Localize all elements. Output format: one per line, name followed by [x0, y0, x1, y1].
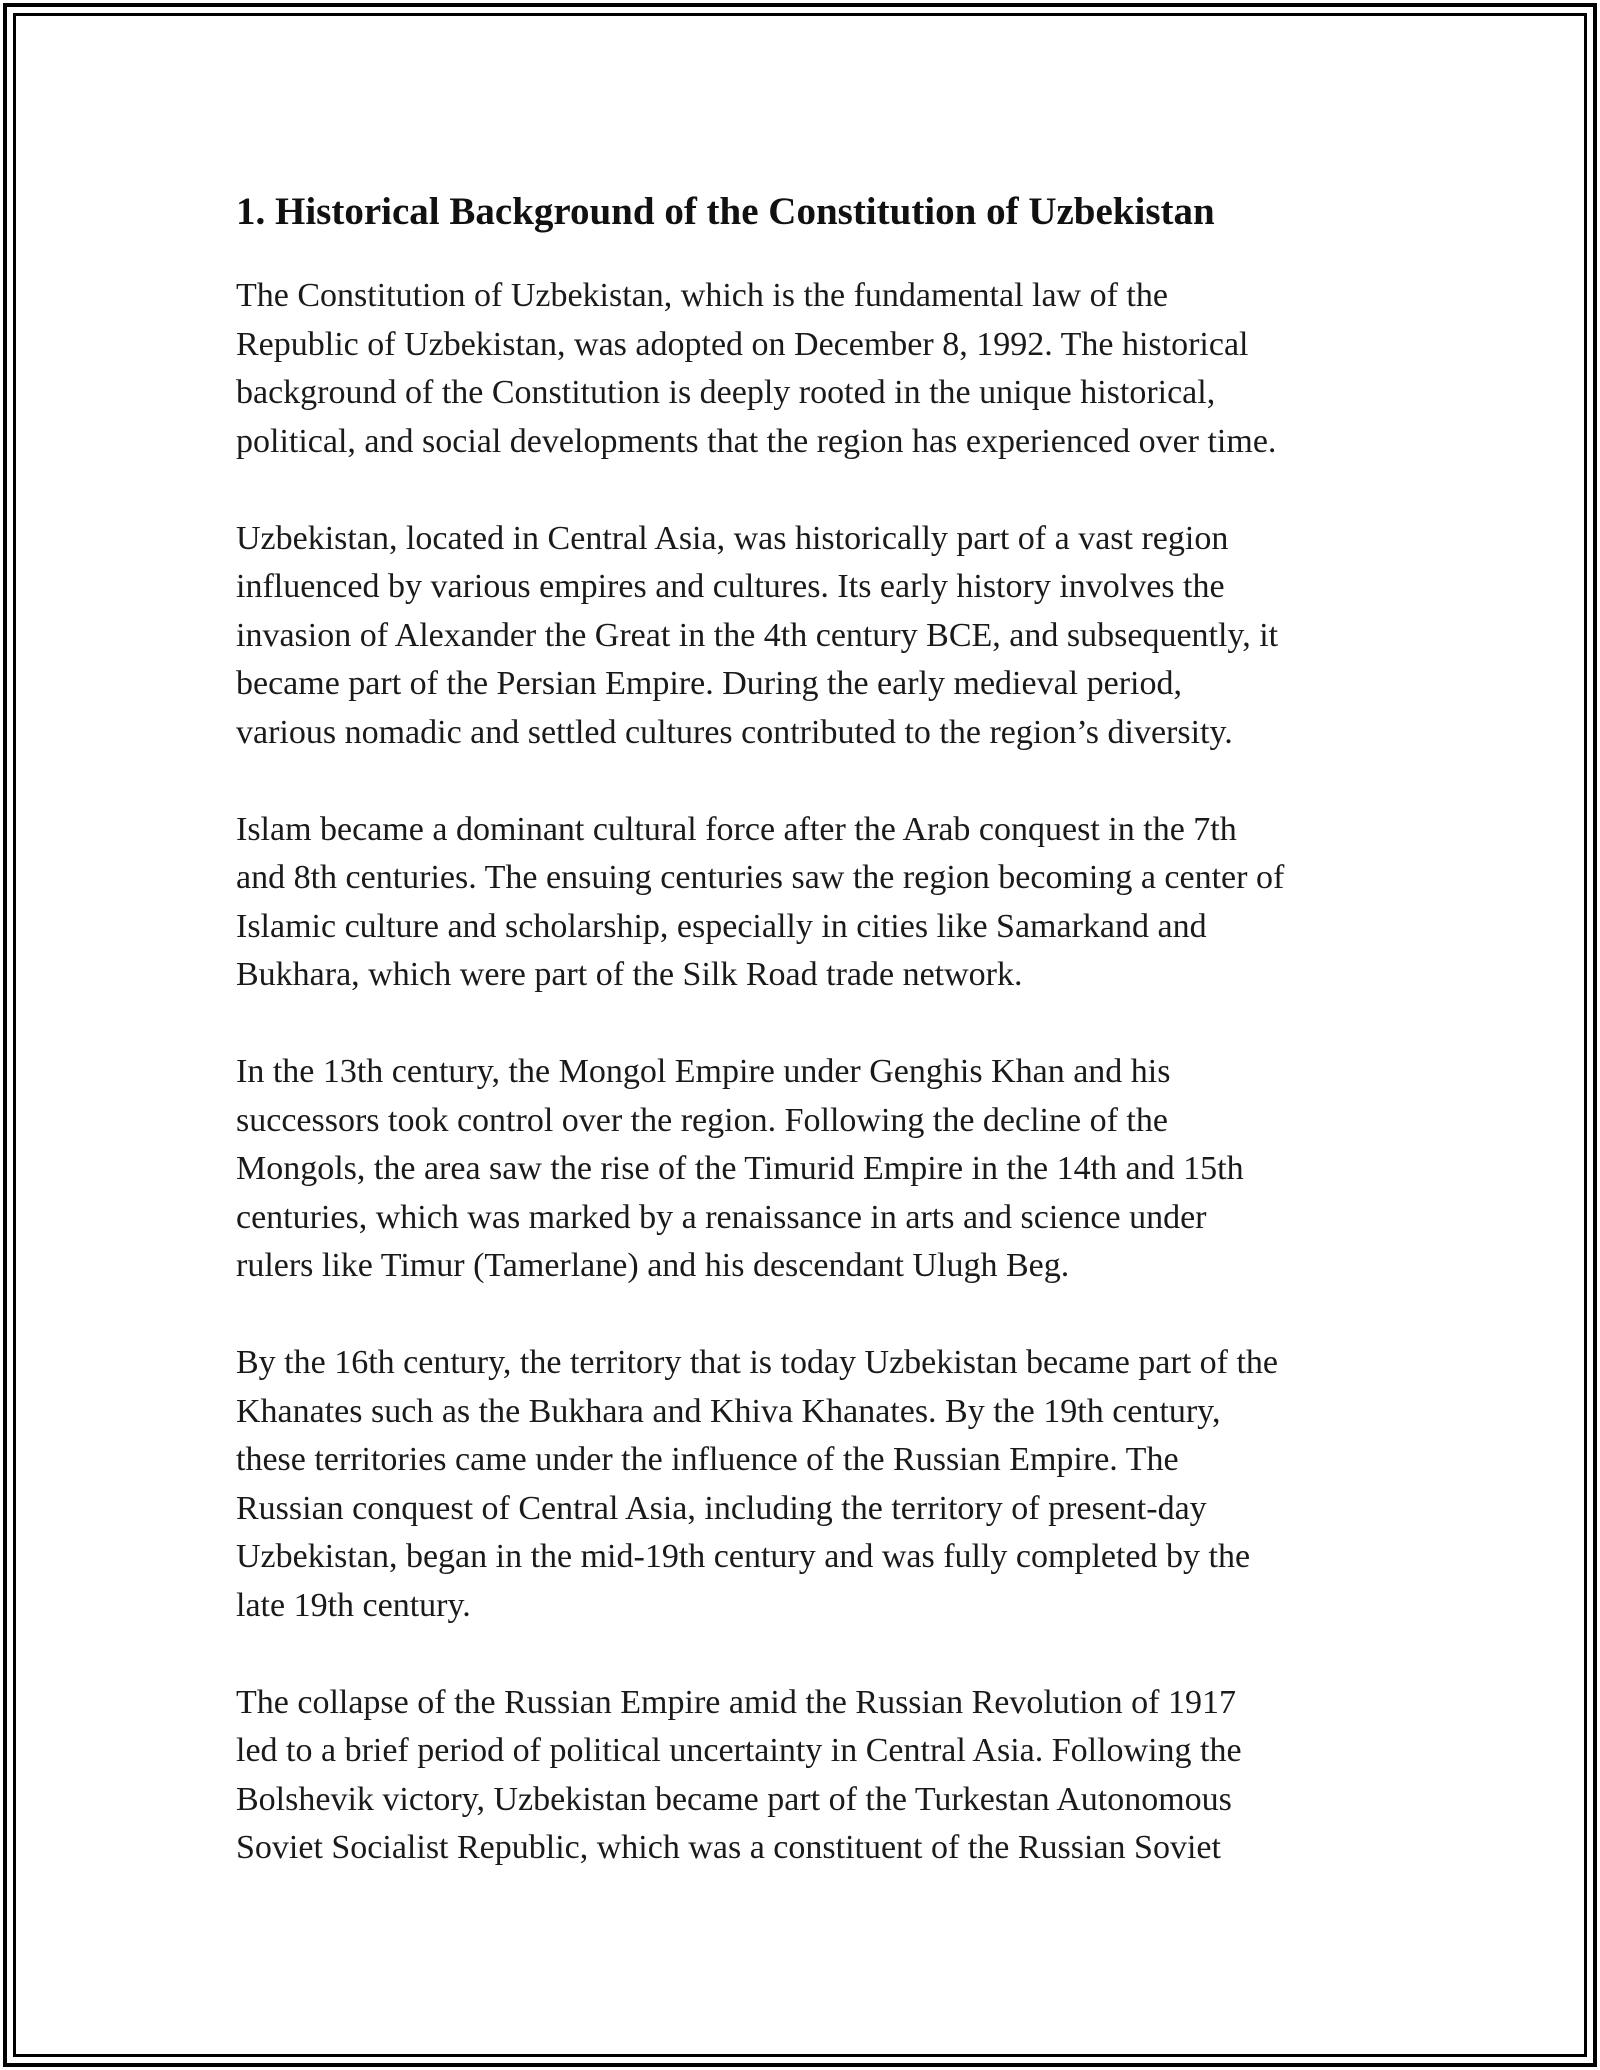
text-line: Bolshevik victory, Uzbekistan became part of the Turkestan Autonomous [236, 1780, 1232, 1818]
section-heading: 1. Historical Background of the Constitution of Uzbekistan [236, 190, 1215, 233]
text-line: Mongols, the area saw the rise of the Timurid Empire in the 14th and 15th [236, 1150, 1244, 1187]
text-line: background of the Constitution is deeply rooted in the unique historical, [236, 374, 1216, 411]
text-line: centuries, which was marked by a renaissance in arts and science under [236, 1198, 1207, 1236]
text-line: Uzbekistan, located in Central Asia, was historically part of a vast region [236, 519, 1229, 557]
text-line: Islamic culture and scholarship, especially in cities like Samarkand and [236, 907, 1207, 945]
text-line: Soviet Socialist Republic, which was a constituent of the Russian Soviet [236, 1829, 1221, 1866]
text-line: led to a brief period of political uncertainty in Central Asia. Following the [236, 1732, 1242, 1769]
text-line: Russian conquest of Central Asia, including the territory of present-day [236, 1489, 1207, 1527]
text-line: rulers like Timur (Tamerlane) and his descendant Ulugh Beg. [236, 1247, 1070, 1284]
text-line: By the 16th century, the territory that is today Uzbekistan became part of the [236, 1344, 1279, 1381]
text-line: late 19th century. [236, 1586, 471, 1624]
text-line: these territories came under the influence of the Russian Empire. The [236, 1441, 1179, 1478]
paragraph-constitution-adoption [236, 272, 1376, 466]
text-line: The collapse of the Russian Empire amid the Russian Revolution of 1917 [236, 1683, 1236, 1721]
text-line: The Constitution of Uzbekistan, which is the fundamental law of the [236, 277, 1168, 314]
text-line: Khanates such as the Bukhara and Khiva Khanates. By the 19th century, [236, 1392, 1221, 1430]
text-line: and 8th centuries. The ensuing centuries saw the region becoming a center of [236, 859, 1285, 896]
text-line: Republic of Uzbekistan, was adopted on December 8, 1992. The historical [236, 325, 1249, 363]
document-body [236, 182, 1376, 1873]
paragraph-khanates-russian [236, 1339, 1376, 1630]
text-line: successors took control over the region. Following the decline of the [236, 1101, 1168, 1139]
text-line: influenced by various empires and cultures. Its early history involves the [236, 568, 1225, 605]
text-line: invasion of Alexander the Great in the 4th century BCE, and subsequently, it [236, 616, 1279, 654]
text-line: political, and social developments that the region has experienced over time. [236, 422, 1277, 460]
text-line: Islam became a dominant cultural force after the Arab conquest in the 7th [236, 810, 1237, 848]
paragraph-mongol-timurid [236, 1048, 1376, 1291]
text-line: Uzbekistan, began in the mid-19th century and was fully completed by the [236, 1538, 1251, 1575]
paragraph-islamic-era [236, 806, 1376, 1000]
text-line: Bukhara, which were part of the Silk Road trade network. [236, 956, 1023, 993]
text-line: various nomadic and settled cultures contributed to the region’s diversity. [236, 713, 1233, 751]
paragraph-soviet-era [236, 1679, 1376, 1873]
text-line: In the 13th century, the Mongol Empire under Genghis Khan and his [236, 1053, 1171, 1090]
text-line: became part of the Persian Empire. During the early medieval period, [236, 665, 1182, 702]
paragraph-early-history [236, 515, 1376, 758]
